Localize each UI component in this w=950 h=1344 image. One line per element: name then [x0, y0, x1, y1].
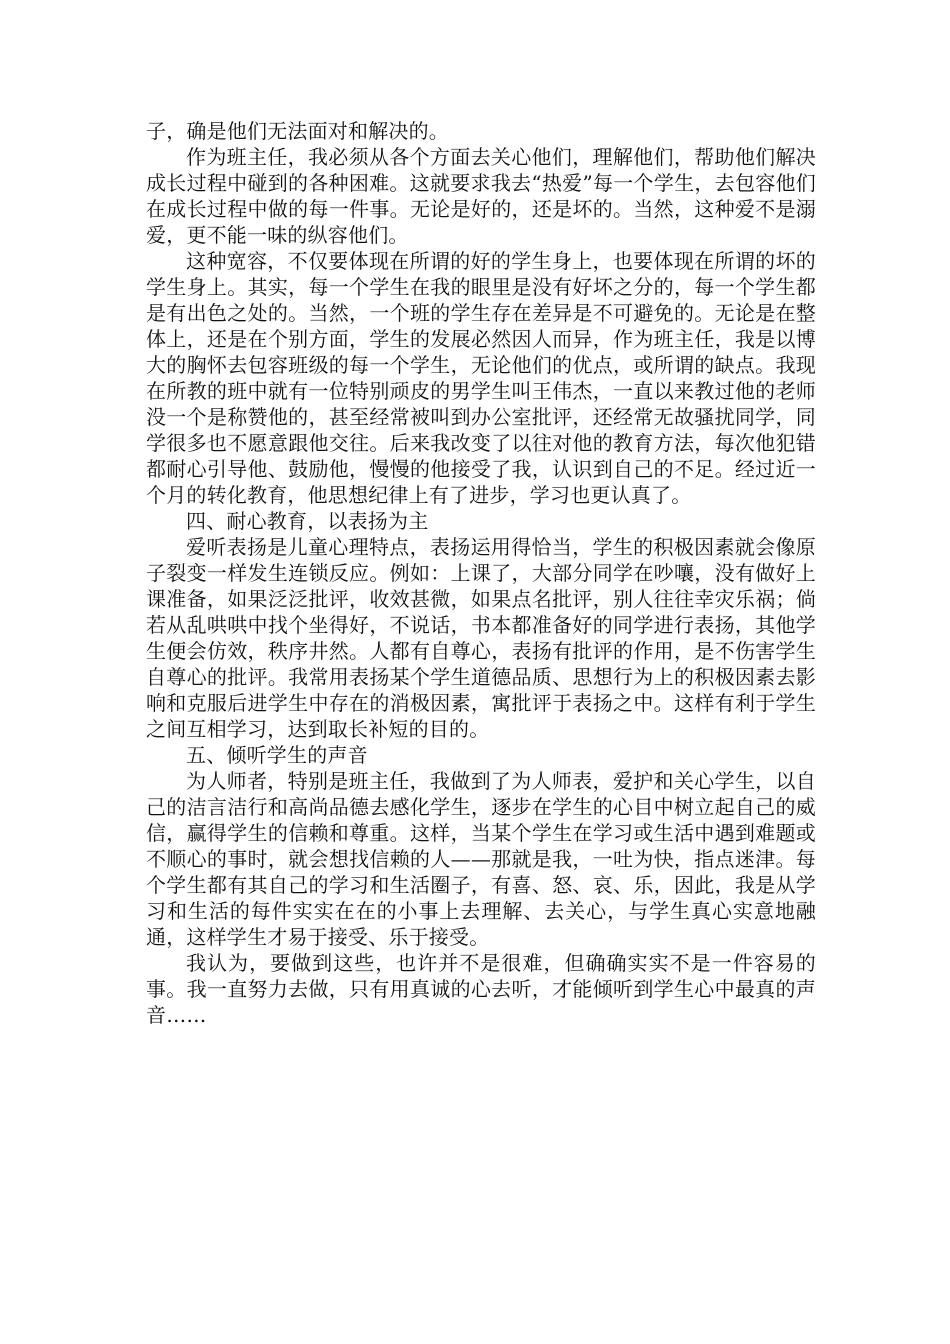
- section-heading-four: 四、耐心教育，以表扬为主: [186, 509, 429, 533]
- section-heading-five: 五、倾听学生的声音: [186, 743, 368, 767]
- paragraph-praise: 爱听表扬是儿童心理特点，表扬运用得恰当，学生的积极因素就会像原子裂变一样发生连锁反应。例如：上课了，大部分同学在吵嚷，没有做好上课准备，如果泛泛批评，收效甚微，如果点名批评，别人往往幸灾乐祸；倘若从乱哄哄中找个坐得好，不说话，书本都准备好的同学进行表扬，其他学生便会仿效，秩序井然。人都有自尊心，表扬有批评的作用，是不伤害学生自尊心的批评。我常用表扬某个学生道德品质、思想行为上的积极因素去影响和克服后进学生中存在的消极因素，寓批评于表扬之中。这样有利于学生之间互相学习，达到取长补短的目的。: [146, 535, 816, 741]
- paragraph-conclusion: 我认为，要做到这些，也许并不是很难，但确确实实不是一件容易的事。我一直努力去做，只有用真诚的心去听，才能倾听到学生心中最真的声音……: [146, 951, 816, 1027]
- paragraph-class-teacher-care: 作为班主任，我必须从各个方面去关心他们，理解他们，帮助他们解决成长过程中碰到的各种困难。这就要求我去“热爱”每一个学生，去包容他们在成长过程中做的每一件事。无论是好的，还是坏的。当然，这种爱不是溺爱，更不能一味的纵容他们。: [146, 145, 816, 247]
- document-body: [146, 118, 816, 1028]
- paragraph-tolerance: 这种宽容，不仅要体现在所谓的好的学生身上，也要体现在所谓的坏的学生身上。其实，每一个学生在我的眼里是没有好坏之分的，每一个学生都是有出色之处的。当然，一个班的学生存在差异是不可避免的。无论是在整体上，还是在个别方面，学生的发展必然因人而异，作为班主任，我是以博大的胸怀去包容班级的每一个学生，无论他们的优点，或所谓的缺点。我现在所教的班中就有一位特别顽皮的男学生叫王伟杰，一直以来教过他的老师没一个是称赞他的，甚至经常被叫到办公室批评，还经常无故骚扰同学，同学很多也不愿意跟他交往。后来我改变了以往对他的教育方法，每次他犯错都耐心引导他、鼓励他，慢慢的他接受了我，认识到自己的不足。经过近一个月的转化教育，他思想纪律上有了进步，学习也更认真了。: [146, 249, 816, 507]
- paragraph-listening: 为人师者，特别是班主任，我做到了为人师表，爱护和关心学生，以自己的洁言洁行和高尚品德去感化学生，逐步在学生的心目中树立起自己的威信，赢得学生的信赖和尊重。这样，当某个学生在学习或生活中遇到难题或不顺心的事时，就会想找信赖的人——那就是我，一吐为快，指点迷津。每个学生都有其自己的学习和生活圈子，有喜、怒、哀、乐，因此，我是从学习和生活的每件实实在在的小事上去理解、去关心，与学生真心实意地融通，这样学生才易于接受、乐于接受。: [146, 769, 816, 949]
- paragraph-continuation: 子，确是他们无法面对和解决的。: [146, 119, 449, 143]
